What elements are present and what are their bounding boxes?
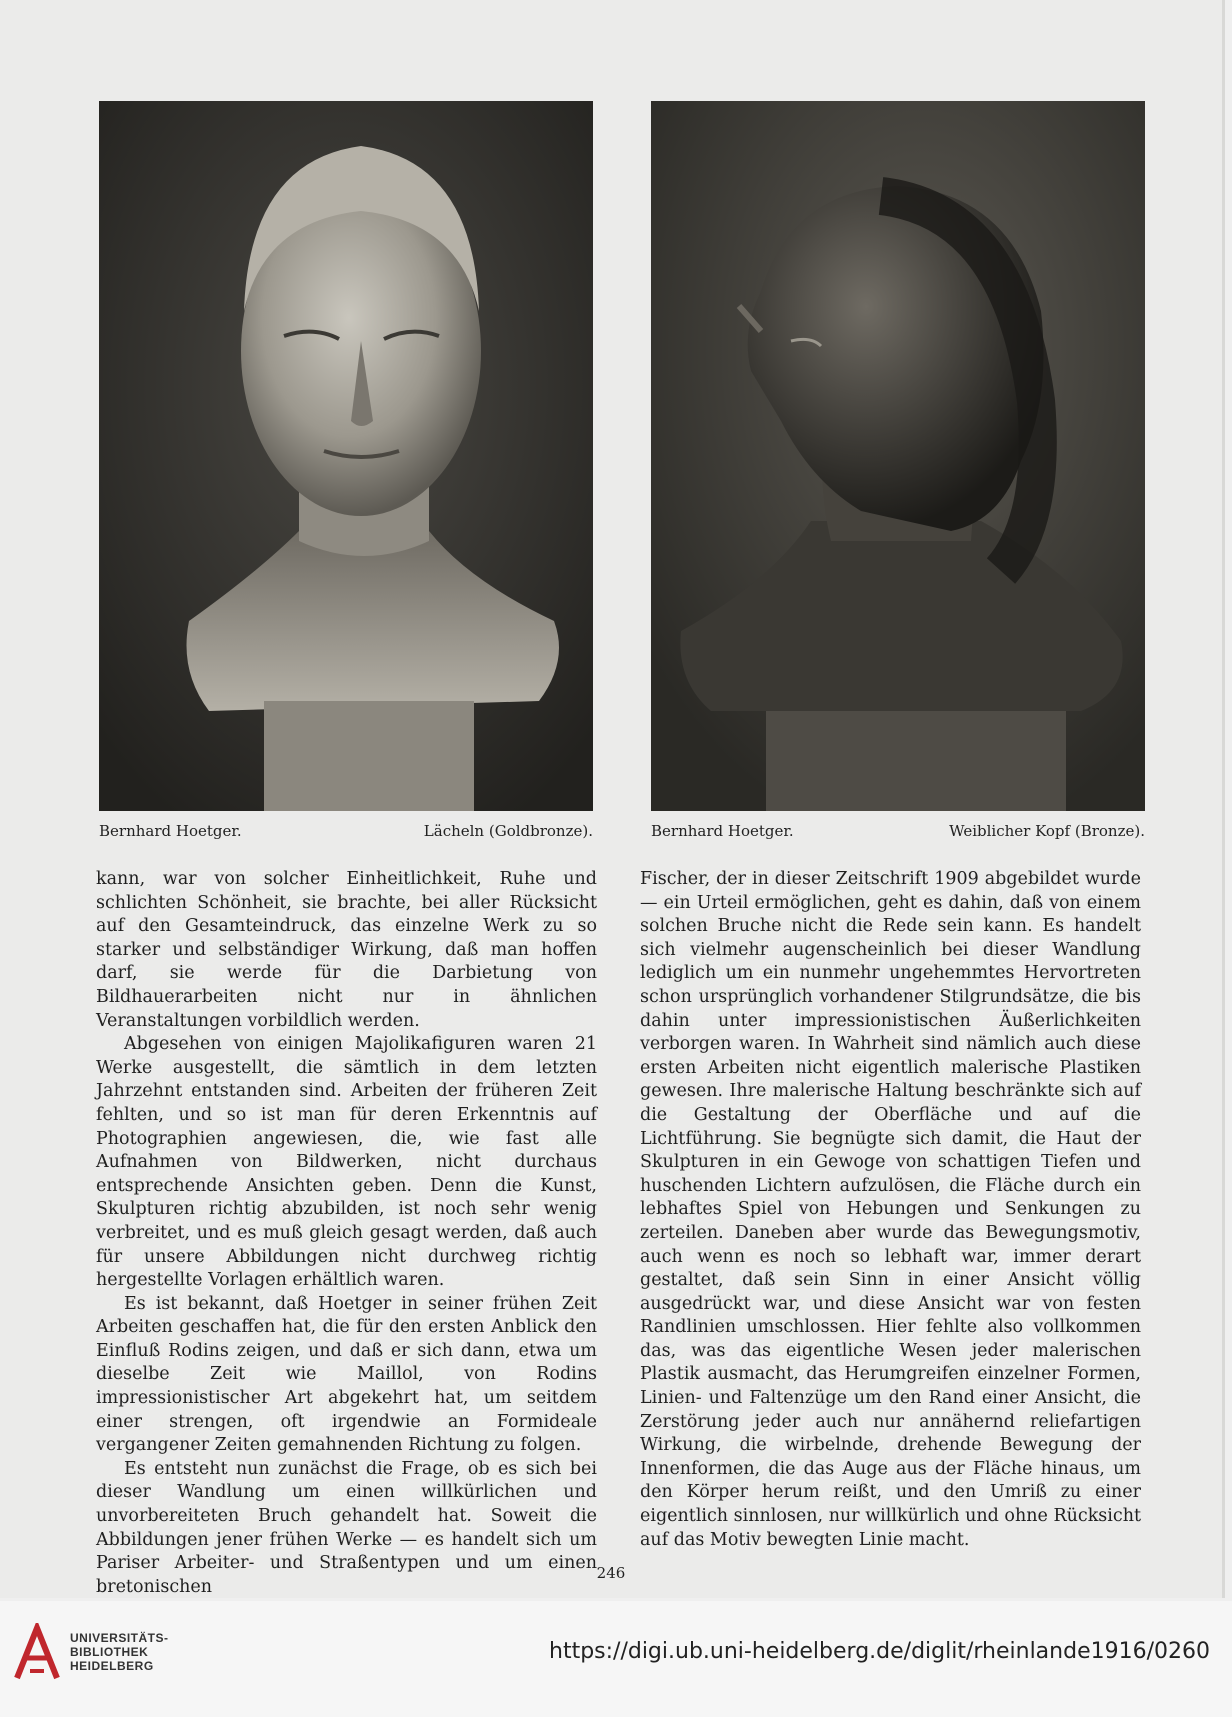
photo-smiling-head (99, 101, 593, 811)
photo-female-head (651, 101, 1145, 811)
source-url[interactable]: https://digi.ub.uni-heidelberg.de/diglit/rheinlande1916/0260 (549, 1639, 1210, 1664)
text-column-right (640, 868, 1141, 1552)
library-footer (0, 1601, 1232, 1717)
caption-artist: Bernhard Hoetger. (651, 822, 794, 840)
library-name-line: BIBLIOTHEK (70, 1645, 149, 1659)
caption-artist: Bernhard Hoetger. (99, 822, 242, 840)
text-column-left (96, 868, 597, 1599)
paragraph: kann, war von solcher Einheitlichkeit, Ruhe und schlichten Schönheit, sie brachte, bei aller Rücksicht auf den Gesamteindruck, das einzelne Werk zu so starker und selbständiger Wirkung, daß man hoffen darf, sie werde für die Darbietung von Bildhauerarbeiten nicht nur in ähnlichen Veranstaltungen vorbildlich werden. (96, 869, 597, 1031)
paragraph: Fischer, der in dieser Zeitschrift 1909 abgebildet wurde — ein Urteil ermöglichen, geht es dahin, daß von einem solchen Bruche nicht die Rede sein kann. Es handelt sich vielmehr augenscheinlich bei dieser Wandlung lediglich um ein nunmehr ungehemmtes Hervortreten schon ursprünglich vorhandener Stilgrundsätze, die bis dahin unter impressionistischen Äußerlichkeiten verborgen waren. In Wahrheit sind nämlich auch diese ersten Arbeiten nicht eigentlich malerische Plastiken gewesen. Ihre malerische Haltung beschränkte sich auf die Gestaltung der Oberfläche und auf die Lichtführung. Sie begnügte sich damit, die Haut der Skulpturen in ein Gewoge von schattigen Tiefen und huschenden Lichtern aufzulösen, die Fläche durch ein lebhaftes Spiel von Hebungen und Senkungen zu zerteilen. Daneben aber wurde das Bewegungsmotiv, auch wenn es noch so lebhaft war, immer derart gestaltet, daß sein Sinn in einer Ansicht völlig ausgedrückt war, und diese Ansicht war von festen Randlinien umschlossen. Hier fehlte also vollkommen das, was das eigentliche Wesen jeder malerischen Plastik ausmacht, das Herumgreifen einzelner Formen, Linien- und Faltenzüge um den Rand einer Ansicht, die Zerstörung jeder auch nur annähernd reliefartigen Wirkung, die wirbelnde, drehende Bewegung der Innenformen, die das Auge aus der Fläche hinaus, um den Körper herum reißt, und den Umriß zu einer eigentlich sinnlosen, nur willkürlich und ohne Rücksicht auf das Motiv bewegten Linie macht. (640, 869, 1141, 1550)
caption-title: Weiblicher Kopf (Bronze). (949, 822, 1145, 840)
caption-title: Lächeln (Goldbronze). (423, 822, 593, 840)
library-name-line: UNIVERSITÄTS- (70, 1631, 169, 1645)
library-name (70, 1631, 169, 1673)
caption-right (651, 822, 1145, 846)
page-number: 246 (596, 1564, 626, 1582)
paragraph: Es entsteht nun zunächst die Frage, ob es sich bei dieser Wandlung um einen willkürlichen und unvorbereiteten Bruch gehandelt hat. Soweit die Abbildungen jener frühen Werke — es handelt sich um Pariser Arbeiter- und Straßentypen und um einen bretonischen (96, 1458, 597, 1597)
paragraph: Abgesehen von einigen Majolikafiguren waren 21 Werke ausgestellt, die sämtlich in dem letzten Jahrzehnt entstanden sind. Arbeiten der früheren Zeit fehlten, und so ist man für deren Erkenntnis auf Photographien angewiesen, die, wie fast alle Aufnahmen von Bildwerken, nicht durchaus entsprechende Ansichten geben. Denn die Kunst, Skulpturen richtig abzubilden, ist noch sehr wenig verbreitet, und es muß gleich gesagt werden, daß auch für unsere Abbildungen nicht durchweg richtig hergestellte Vorlagen erhältlich waren. (96, 1034, 597, 1291)
bust-profile-image (651, 101, 1145, 811)
university-library-logo-icon (12, 1623, 62, 1683)
library-name-line: HEIDELBERG (70, 1659, 154, 1673)
bust-frontal-image (99, 101, 593, 811)
caption-left (99, 822, 593, 846)
paragraph: Es ist bekannt, daß Hoetger in seiner frühen Zeit Arbeiten geschaffen hat, die für den ersten Anblick den Einfluß Rodins zeigen, und daß er sich dann, etwa um dieselbe Zeit wie Maillol, von Rodins impressionistischer Art abgekehrt hat, um seitdem einer strengen, oft irgendwie an Formideale vergangener Zeiten gemahnenden Richtung zu folgen. (96, 1293, 597, 1456)
